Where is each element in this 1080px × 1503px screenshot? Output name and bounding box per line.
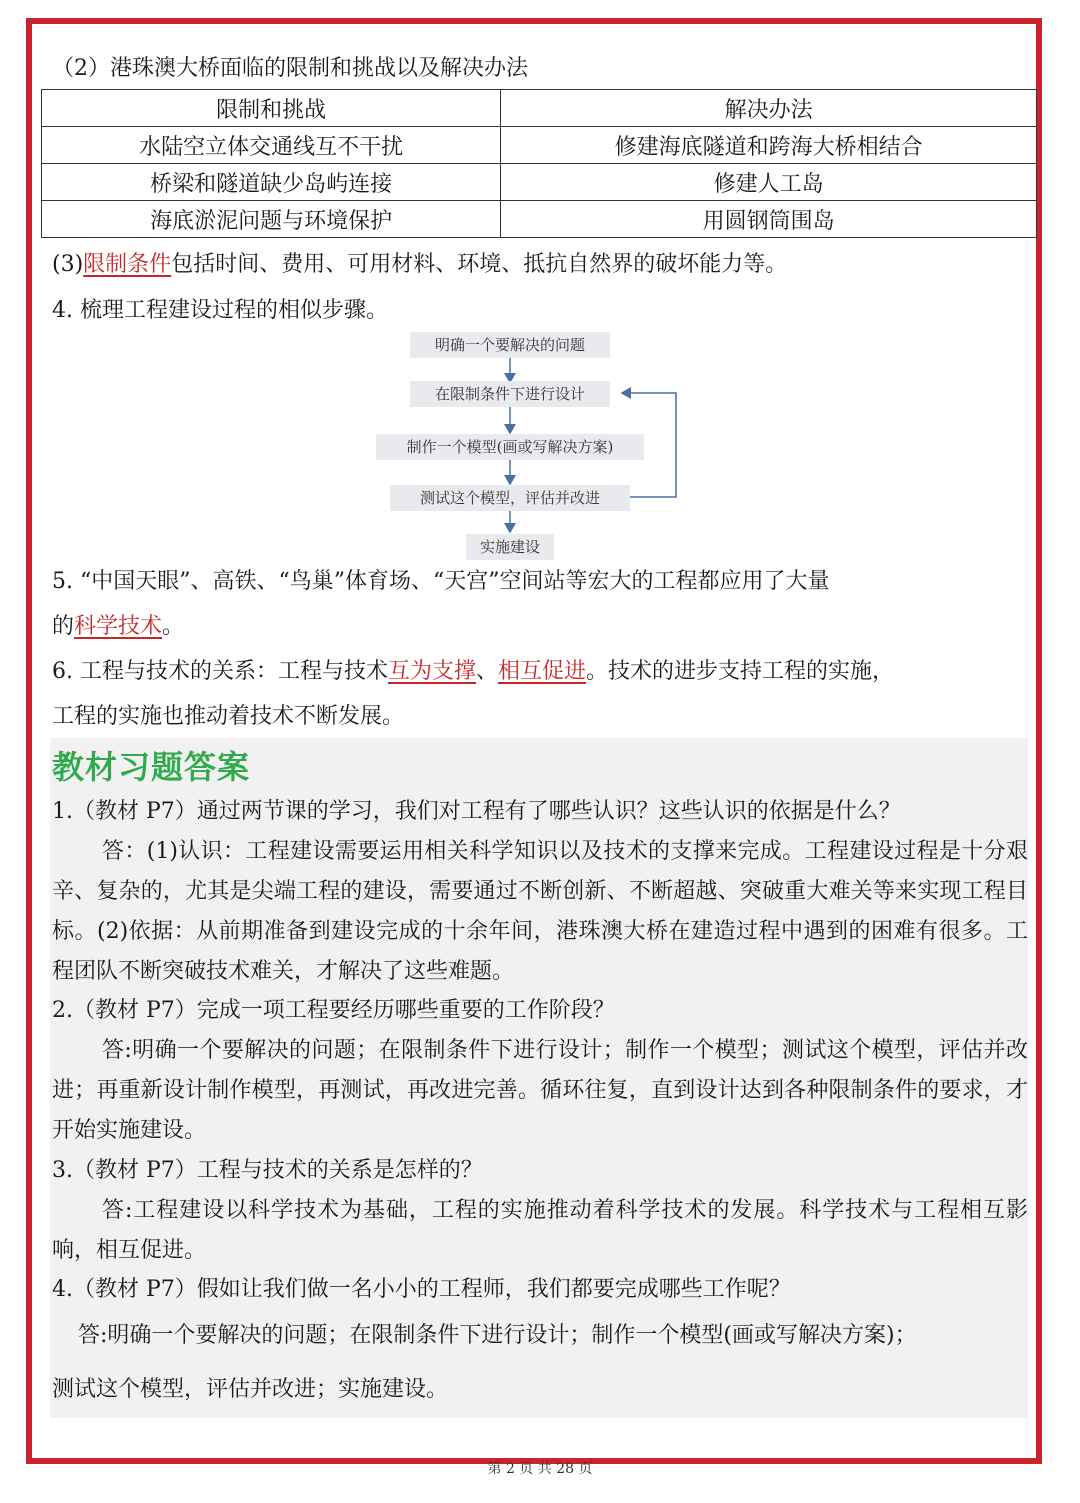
item6-post: 。技术的进步支持工程的实施， — [586, 659, 895, 684]
answer-3: 答:工程建设以科学技术为基础，工程的实施推动着科学技术的发展。科学技术与工程相互影响，相互促进。 — [52, 1198, 1028, 1263]
table-cell: 用圆钢筒围岛 — [501, 201, 1037, 238]
answer-2: 答:明确一个要解决的问题；在限制条件下进行设计；制作一个模型；测试这个模型，评估并改进；再重新设计制作模型，再测试，再改进完善。循环往复，直到设计达到各种限制条件的要求，才开始实施建设。 — [52, 1038, 1028, 1143]
item6-sep: 、 — [476, 659, 499, 684]
table-cell: 水陆空立体交通线互不干扰 — [42, 127, 501, 164]
item6-line2: 工程的实施也推动着技术不断发展。 — [52, 704, 405, 729]
item6-line1 — [52, 657, 1028, 687]
item3-suffix: 包括时间、费用、可用材料、环境、抵抗自然界的破坏能力等。 — [171, 252, 788, 277]
table-cell: 修建海底隧道和跨海大桥相结合 — [501, 127, 1037, 164]
item6-highlight-1: 互为支撑 — [388, 659, 477, 684]
flow-step-3: 制作一个模型(画或写解决方案) — [376, 434, 644, 460]
item6-pre: 6. 工程与技术的关系：工程与技术 — [52, 659, 388, 684]
flow-step-5: 实施建设 — [466, 534, 554, 560]
table-cell: 桥梁和隧道缺少岛屿连接 — [42, 164, 501, 201]
table-header-cell: 解决办法 — [501, 90, 1037, 127]
item5-highlight: 科学技术 — [74, 614, 163, 639]
item5-pre: 的 — [52, 614, 75, 639]
table-header-cell: 限制和挑战 — [42, 90, 501, 127]
question-1: 1.（教材 P7）通过两节课的学习，我们对工程有了哪些认识？这些认识的依据是什么？ — [52, 799, 901, 824]
table-cell: 海底淤泥问题与环境保护 — [42, 201, 501, 238]
item5-post: 。 — [162, 614, 185, 639]
answer-4-line2: 测试这个模型，评估并改进；实施建设。 — [52, 1377, 449, 1402]
question-3: 3.（教材 P7）工程与技术的关系是怎样的？ — [52, 1158, 483, 1183]
item3-highlight: 限制条件 — [83, 252, 172, 277]
flow-step-4: 测试这个模型，评估并改进 — [390, 485, 630, 511]
question-4: 4.（教材 P7）假如让我们做一名小小的工程师，我们都要完成哪些工作呢？ — [52, 1277, 791, 1302]
item5-line2 — [52, 612, 1028, 642]
item4-text: 4. 梳理工程建设过程的相似步骤。 — [52, 298, 388, 323]
flow-step-1: 明确一个要解决的问题 — [410, 332, 610, 358]
item5-line1: 5. “中国天眼”、高铁、“鸟巢”体育场、“天宫”空间站等宏大的工程都应用了大量 — [52, 569, 830, 594]
item6-highlight-2: 相互促进 — [498, 659, 587, 684]
section2-heading: （2）港珠澳大桥面临的限制和挑战以及解决办法 — [52, 56, 528, 81]
table-cell: 修建人工岛 — [501, 164, 1037, 201]
flow-step-2: 在限制条件下进行设计 — [410, 381, 610, 407]
answer-4-line1: 答:明确一个要解决的问题；在限制条件下进行设计；制作一个模型(画或写解决方案)； — [78, 1323, 917, 1348]
answers-title: 教材习题答案 — [52, 748, 251, 786]
item3-prefix: (3) — [52, 252, 84, 277]
answer-1: 答：(1)认识：工程建设需要运用相关科学知识以及技术的支撑来完成。工程建设过程是十分艰辛、复杂的，尤其是尖端工程的建设，需要通过不断创新、不断超越、突破重大难关等来实现工程目标。(2)依据：从前期准备到建设完成的十余年间，港珠澳大桥在建造过程中遇到的困难有很多。工程团队不断突破技术难关，才解决了这些难题。 — [52, 839, 1028, 984]
question-2: 2.（教材 P7）完成一项工程要经历哪些重要的工作阶段？ — [52, 998, 615, 1023]
page-number-footer: 第 2 页 共 28 页 — [487, 1461, 593, 1477]
